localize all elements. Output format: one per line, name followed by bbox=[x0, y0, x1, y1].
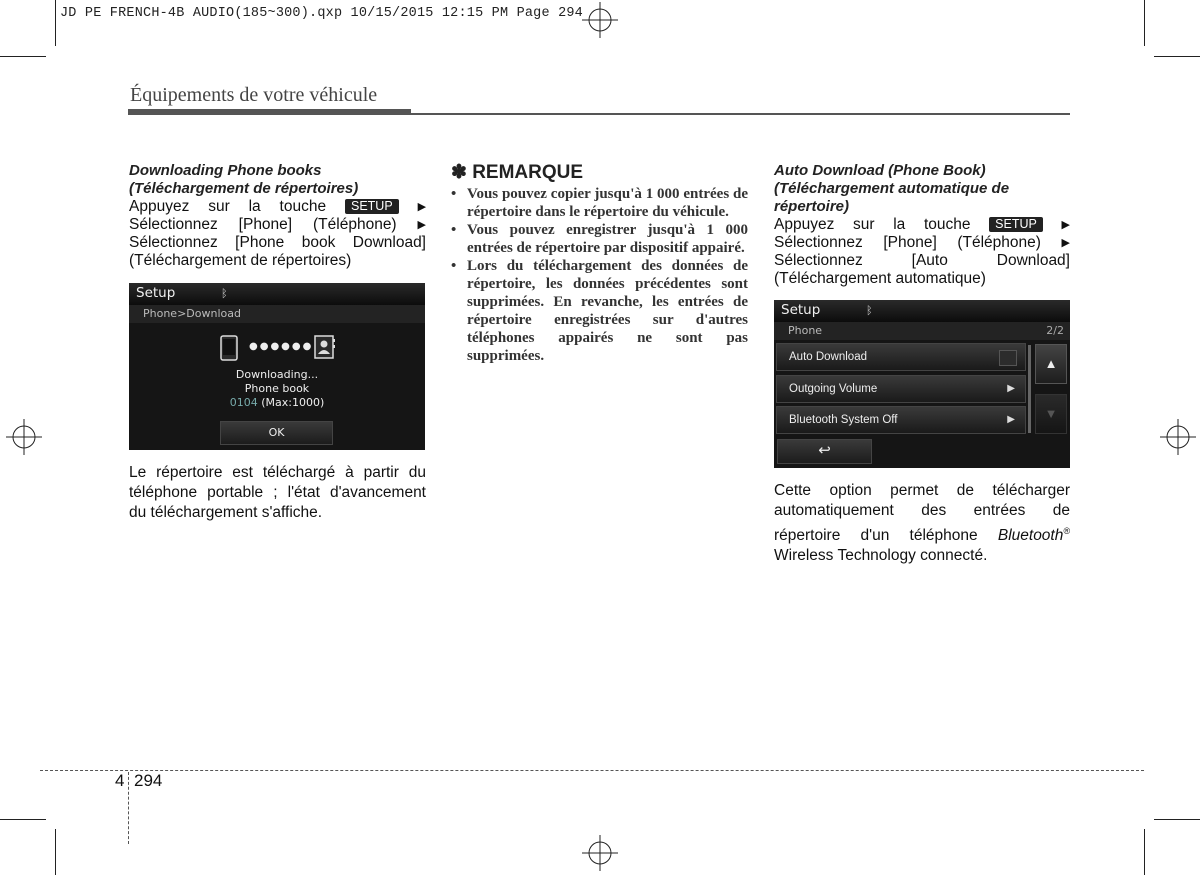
setup-key-icon: SETUP bbox=[345, 199, 399, 214]
remark-item: • Vous pouvez copier jusqu'à 1 000 entrées de répertoire dans le répertoire du véhicule. bbox=[451, 185, 748, 221]
left-description: Le répertoire est téléchargé à partir du téléphone portable ; l'état d'avancement du téléchargement s'affiche. bbox=[129, 464, 426, 521]
scroll-down-button[interactable]: ▼ bbox=[1035, 394, 1067, 434]
chevron-right-icon: ▶ bbox=[1007, 383, 1015, 394]
crop-mark bbox=[0, 819, 46, 820]
registration-mark-icon bbox=[582, 835, 618, 871]
crop-mark bbox=[55, 829, 56, 875]
page-indicator: 2/2 bbox=[1046, 324, 1064, 337]
crop-mark bbox=[1154, 819, 1200, 820]
section-title: Équipements de votre véhicule bbox=[130, 84, 378, 106]
left-step-3: Sélectionnez [Phone book Download] bbox=[129, 234, 426, 251]
remark-list bbox=[451, 185, 748, 365]
checkbox[interactable] bbox=[999, 350, 1017, 366]
menu-item-bluetooth-system-off[interactable]: Bluetooth System Off ▶ bbox=[776, 406, 1026, 434]
breadcrumb: Phone>Download bbox=[129, 305, 425, 323]
screen-title: Setup bbox=[781, 302, 821, 318]
chevron-right-icon: ▶ bbox=[1007, 414, 1015, 425]
subheader: Phone bbox=[774, 322, 1070, 340]
download-max: (Max:1000) bbox=[261, 396, 325, 409]
right-description: Cette option permet de télécharger automatiquement des entrées de répertoire d'un téléphone Bluetooth® Wireless Technology connecté. bbox=[774, 482, 1070, 565]
progress-dots: ●●●●●● bbox=[249, 341, 314, 352]
left-column bbox=[129, 162, 426, 270]
scroll-up-button[interactable]: ▲ bbox=[1035, 344, 1067, 384]
right-column bbox=[774, 162, 1070, 288]
phone-icon bbox=[220, 335, 238, 361]
left-step-2: Sélectionnez [Phone] (Téléphone) ▶ bbox=[129, 216, 426, 233]
right-heading: Auto Download (Phone Book) (Téléchargement automatique de répertoire) bbox=[774, 162, 1010, 215]
screen-title: Setup bbox=[136, 285, 176, 301]
left-step-1: Appuyez sur la touche SETUP ▶ bbox=[129, 198, 427, 215]
phonebook-icon bbox=[314, 335, 336, 359]
setup-key-icon: SETUP bbox=[989, 217, 1043, 232]
title-rule bbox=[128, 109, 411, 115]
remark-item: • Lors du téléchargement des données de répertoire, les données précédentes sont supprimées. En revanche, les entrées de répertoire enregistrées sur d'autres téléphones appairés ne sont pas supprimées. bbox=[451, 257, 748, 365]
back-button[interactable] bbox=[777, 439, 872, 464]
scrollbar[interactable] bbox=[1028, 345, 1031, 433]
remark-item: • Vous pouvez enregistrer jusqu'à 1 000 entrées de répertoire par dispositif appairé. bbox=[451, 221, 748, 257]
registration-mark-icon bbox=[582, 2, 618, 38]
right-step-4: (Téléchargement automatique) bbox=[774, 270, 986, 287]
arrow-right-icon: ▶ bbox=[1061, 237, 1070, 249]
title-rule bbox=[411, 113, 1070, 115]
back-arrow-icon: ↩ bbox=[818, 442, 831, 459]
menu-item-auto-download[interactable]: Auto Download bbox=[776, 343, 1026, 371]
footer-rule bbox=[40, 770, 1144, 771]
right-step-3: Sélectionnez [Auto Download] bbox=[774, 252, 1070, 269]
crop-mark bbox=[1144, 829, 1145, 875]
crop-mark bbox=[55, 0, 56, 46]
footer-divider bbox=[128, 772, 129, 844]
bluetooth-icon: ᛒ bbox=[866, 304, 873, 317]
crop-mark bbox=[1154, 56, 1200, 57]
left-heading: Downloading Phone books (Téléchargement de répertoires) bbox=[129, 162, 359, 197]
remark-title: ✽ REMARQUE bbox=[451, 162, 584, 183]
left-step-4: (Téléchargement de répertoires) bbox=[129, 252, 352, 269]
download-count: 0104 bbox=[229, 396, 258, 409]
page-number: 294 bbox=[134, 771, 163, 790]
right-step-1: Appuyez sur la touche SETUP ▶ bbox=[774, 216, 1071, 233]
bluetooth-icon: ᛒ bbox=[221, 287, 228, 300]
chapter-number: 4 bbox=[115, 771, 125, 790]
download-screen bbox=[129, 283, 425, 450]
menu-item-outgoing-volume[interactable]: Outgoing Volume ▶ bbox=[776, 375, 1026, 403]
registration-mark-icon bbox=[1160, 419, 1196, 455]
crop-mark bbox=[1144, 0, 1145, 46]
print-slug: JD PE FRENCH-4B AUDIO(185~300).qxp 10/15/2015 12:15 PM Page 294 bbox=[60, 6, 583, 21]
right-step-2: Sélectionnez [Phone] (Téléphone) ▶ bbox=[774, 234, 1070, 251]
registration-mark-icon bbox=[6, 419, 42, 455]
crop-mark bbox=[0, 56, 46, 57]
ok-button[interactable]: OK bbox=[220, 421, 333, 445]
arrow-right-icon: ▶ bbox=[417, 201, 427, 213]
download-status: Downloading... Phone book 0104 (Max:1000) bbox=[229, 368, 325, 409]
arrow-right-icon: ▶ bbox=[417, 219, 426, 231]
arrow-right-icon: ▶ bbox=[1061, 219, 1071, 231]
